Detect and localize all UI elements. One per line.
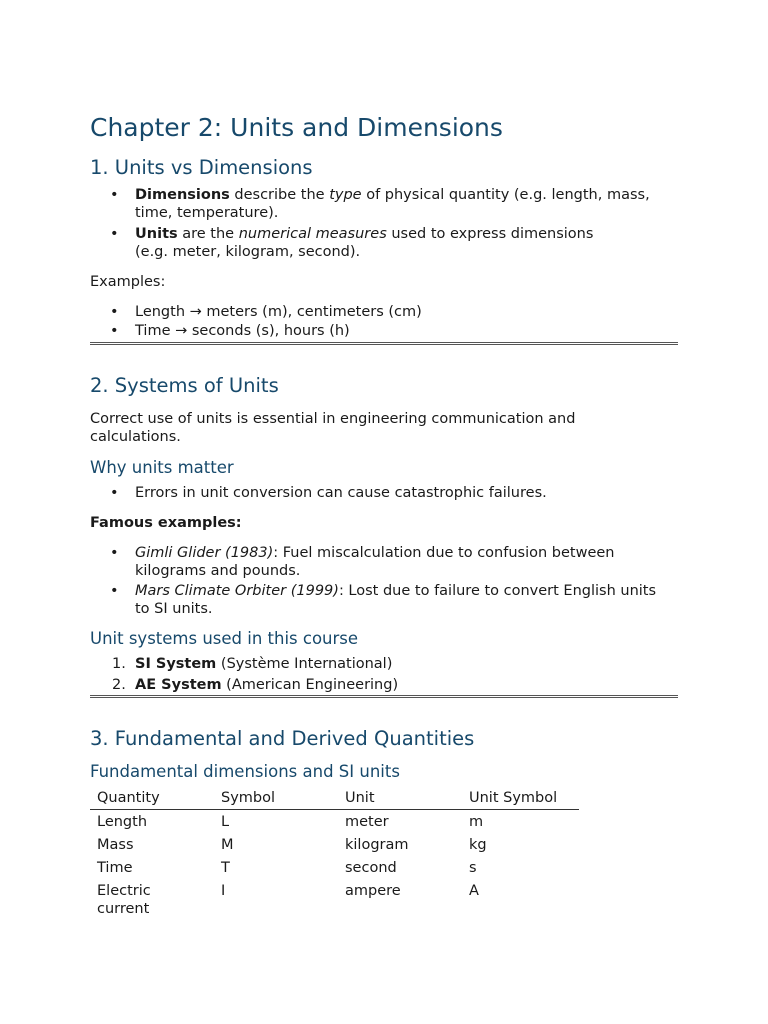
unit-system-si [135, 655, 680, 673]
table-cell: M [221, 837, 234, 853]
text: : Fuel miscalculation due to confusion between [273, 545, 615, 561]
table-cell: Length [97, 814, 148, 830]
term-dimensions: Dimensions [135, 187, 230, 203]
section-2-intro [90, 410, 680, 446]
emphasis-type: type [329, 187, 362, 203]
section-2-heading: 2. Systems of Units [90, 374, 279, 397]
bullet-icon: • [110, 226, 119, 242]
text: to SI units. [135, 601, 213, 617]
table-cell: second [345, 860, 397, 876]
table-cell: kg [469, 837, 487, 853]
text: Correct use of units is essential in engineering communication and [90, 411, 576, 427]
famous-example-mars [135, 582, 680, 618]
unit-system-ae [135, 676, 680, 694]
famous-examples-label: Famous examples: [90, 515, 242, 531]
bullet-icon: • [110, 187, 119, 203]
text: : Lost due to failure to convert English units [338, 583, 657, 599]
table-header-row [90, 787, 579, 810]
text: of physical quantity (e.g. length, mass, [361, 187, 650, 203]
table-cell: T [221, 860, 230, 876]
table-cell: ampere [345, 883, 401, 899]
bullet-icon: • [110, 485, 119, 501]
column-header: Unit Symbol [462, 787, 579, 810]
list-number: 1. [112, 656, 126, 672]
unit-systems-heading: Unit systems used in this course [90, 629, 359, 648]
text: calculations. [90, 429, 181, 445]
table-cell: L [221, 814, 230, 830]
examples-label: Examples: [90, 274, 166, 290]
text: used to express dimensions [386, 226, 594, 242]
why-units-matter-heading: Why units matter [90, 458, 234, 477]
chapter-title: Chapter 2: Units and Dimensions [90, 113, 503, 142]
bullet-icon: • [110, 583, 119, 599]
table-cell: meter [345, 814, 389, 830]
system-name: AE System [135, 677, 222, 693]
column-header: Symbol [214, 787, 338, 810]
system-name: SI System [135, 656, 217, 672]
list-item-units [135, 225, 680, 261]
horizontal-rule [90, 342, 678, 345]
term-units: Units [135, 226, 178, 242]
table-cell: Mass [97, 837, 134, 853]
fundamental-dimensions-table [90, 787, 579, 920]
table-row [90, 833, 579, 856]
list-item-dimensions [135, 186, 680, 222]
example-name: Gimli Glider (1983) [135, 545, 274, 561]
column-header: Quantity [90, 787, 214, 810]
text: describe the [229, 187, 330, 203]
table-row [90, 856, 579, 879]
text: (American Engineering) [221, 677, 399, 693]
table-cell: s [469, 860, 477, 876]
table-cell: I [221, 883, 226, 899]
section-1-heading: 1. Units vs Dimensions [90, 156, 313, 179]
text: (e.g. meter, kilogram, second). [135, 244, 361, 260]
example-name: Mars Climate Orbiter (1999) [135, 583, 339, 599]
famous-example-gimli [135, 544, 680, 580]
example-item: Time → seconds (s), hours (h) [135, 323, 350, 339]
table-cell: Electric current [97, 883, 151, 917]
column-header: Unit [338, 787, 462, 810]
text: (Système International) [216, 656, 393, 672]
example-item: Length → meters (m), centimeters (cm) [135, 304, 422, 320]
table-row [90, 810, 579, 834]
list-number: 2. [112, 677, 126, 693]
why-item: Errors in unit conversion can cause catastrophic failures. [135, 485, 547, 501]
table-cell: A [469, 883, 479, 899]
text: are the [177, 226, 239, 242]
bullet-icon: • [110, 323, 119, 339]
bullet-icon: • [110, 304, 119, 320]
table-row [90, 879, 579, 920]
text: kilograms and pounds. [135, 563, 301, 579]
table-cell: kilogram [345, 837, 409, 853]
bullet-icon: • [110, 545, 119, 561]
text: time, temperature). [135, 205, 279, 221]
fundamental-dimensions-heading: Fundamental dimensions and SI units [90, 762, 400, 781]
table-cell: Time [97, 860, 133, 876]
horizontal-rule [90, 695, 678, 698]
emphasis-numerical-measures: numerical measures [238, 226, 387, 242]
table-cell: m [469, 814, 484, 830]
section-3-heading: 3. Fundamental and Derived Quantities [90, 727, 475, 750]
